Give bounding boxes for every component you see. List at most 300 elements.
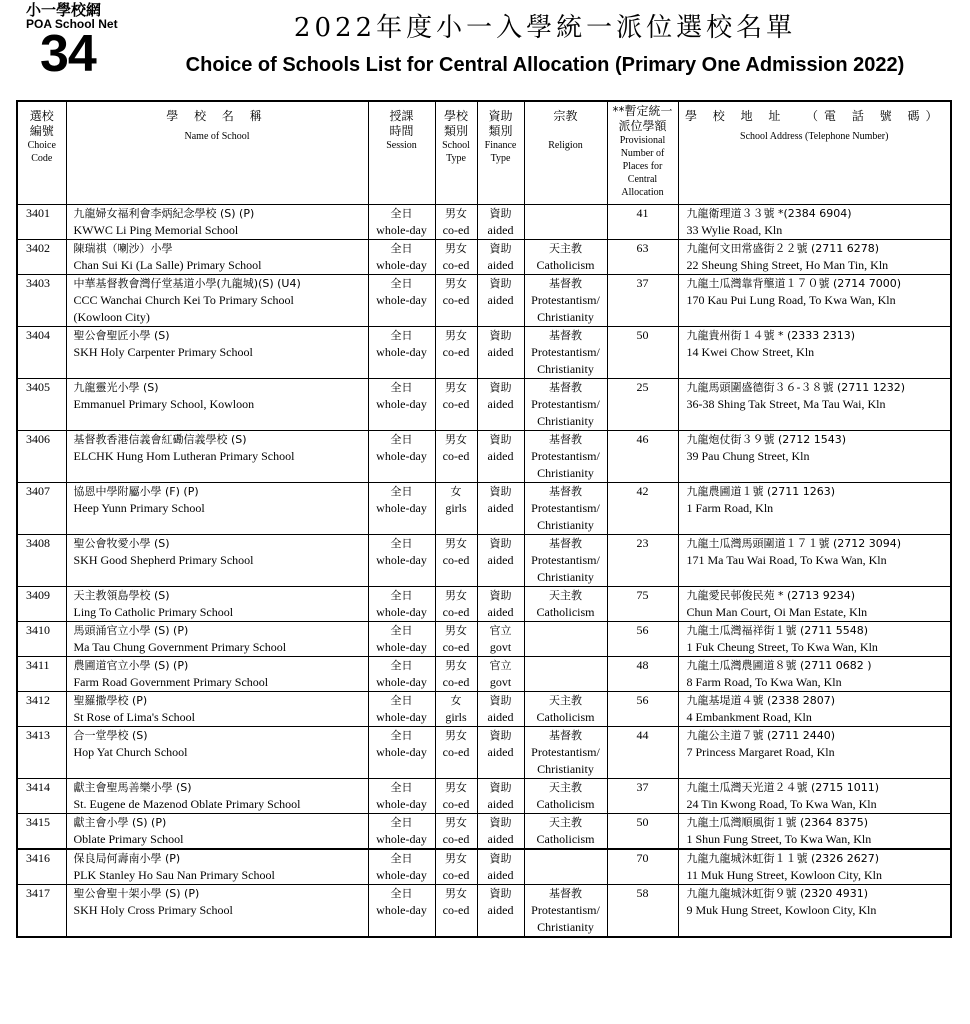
school-name-en: Ma Tau Chung Government Primary School — [73, 639, 287, 654]
page-title-en: Choice of Schools List for Central Allocation (Primary One Admission 2022) — [185, 54, 905, 76]
school-name-zh: 獻主會小學 (S) (P) — [73, 815, 167, 829]
religion-cell — [524, 534, 607, 586]
school-name-cell — [66, 239, 368, 274]
choice-code: 3411 — [17, 656, 66, 691]
header-places: **暫定統一 派位學額 Provisional Number of Places for Central Allocation — [607, 101, 678, 204]
places-cell: 41 — [607, 204, 678, 239]
session-en: whole-day — [376, 292, 427, 307]
choice-code: 3401 — [17, 204, 66, 239]
school-type-en: co-ed — [442, 344, 470, 359]
address-cell — [678, 482, 951, 534]
school-type-en: co-ed — [442, 867, 470, 882]
address-cell — [678, 586, 951, 621]
header-session: 授課 時間 Session — [368, 101, 435, 204]
table-row — [17, 726, 951, 778]
school-name-cell — [66, 482, 368, 534]
address-zh: 九龍炮仗街３９號 (2712 1543) — [686, 432, 847, 446]
finance-type-zh: 資助 — [489, 536, 512, 550]
finance-type-zh: 資助 — [489, 484, 512, 498]
religion-en: Christianity — [537, 413, 594, 428]
religion-zh: 天主教 — [549, 693, 582, 707]
address-zh: 九龍土瓜灣靠背壟道１７０號 (2714 7000) — [686, 276, 902, 290]
table-row — [17, 430, 951, 482]
session-en: whole-day — [376, 831, 427, 846]
address-en: 9 Muk Hung Street, Kowloon City, Kln — [686, 902, 877, 917]
school-name-en: St Rose of Lima's School — [73, 709, 195, 724]
school-type-cell — [435, 849, 477, 885]
address-en: 14 Kwei Chow Street, Kln — [686, 344, 815, 359]
address-en: 8 Farm Road, To Kwa Wan, Kln — [686, 674, 842, 689]
finance-type-en: aided — [487, 796, 514, 811]
finance-type-zh: 資助 — [489, 241, 512, 255]
session-en: whole-day — [376, 867, 427, 882]
places-cell: 42 — [607, 482, 678, 534]
school-name-cell — [66, 204, 368, 239]
school-type-zh: 男女 — [445, 588, 467, 602]
session-en: whole-day — [376, 639, 427, 654]
places-cell: 56 — [607, 691, 678, 726]
address-zh: 九龍基堤道４號 (2338 2807) — [686, 693, 836, 707]
school-type-en: co-ed — [442, 639, 470, 654]
school-name-en: St. Eugene de Mazenod Oblate Primary School — [73, 796, 301, 811]
school-name-cell — [66, 534, 368, 586]
session-zh: 全日 — [390, 536, 413, 550]
address-cell — [678, 884, 951, 937]
finance-type-en: aided — [487, 344, 514, 359]
religion-cell — [524, 813, 607, 849]
school-type-zh: 男女 — [445, 206, 467, 220]
finance-type-cell — [477, 482, 524, 534]
choice-code: 3413 — [17, 726, 66, 778]
finance-type-cell — [477, 274, 524, 326]
school-type-en: girls — [445, 709, 467, 724]
religion-cell — [524, 778, 607, 813]
finance-type-cell — [477, 239, 524, 274]
places-cell: 25 — [607, 378, 678, 430]
session-cell — [368, 482, 435, 534]
school-name-en: Hop Yat Church School — [73, 744, 188, 759]
session-cell — [368, 778, 435, 813]
finance-type-en: aided — [487, 448, 514, 463]
school-name-en-cont: (Kowloon City) — [73, 309, 150, 324]
session-zh: 全日 — [390, 276, 413, 290]
session-en: whole-day — [376, 344, 427, 359]
address-cell — [678, 813, 951, 849]
school-name-cell — [66, 274, 368, 326]
school-name-cell — [66, 778, 368, 813]
address-zh: 九龍土瓜灣福祥街１號 (2711 5548) — [686, 623, 869, 637]
school-type-cell — [435, 691, 477, 726]
finance-type-zh: 資助 — [489, 432, 512, 446]
school-name-zh: 天主教領島學校 (S) — [73, 588, 170, 602]
school-name-cell — [66, 621, 368, 656]
session-zh: 全日 — [390, 886, 413, 900]
school-type-cell — [435, 482, 477, 534]
places-cell: 70 — [607, 849, 678, 885]
finance-type-zh: 資助 — [489, 588, 512, 602]
header-row — [17, 101, 951, 204]
finance-type-cell — [477, 378, 524, 430]
address-en: Chun Man Court, Oi Man Estate, Kln — [686, 604, 868, 619]
address-cell — [678, 849, 951, 885]
address-en: 11 Muk Hung Street, Kowloon City, Kln — [686, 867, 882, 882]
school-type-zh: 男女 — [445, 728, 467, 742]
finance-type-en: govt — [489, 639, 512, 654]
session-en: whole-day — [376, 744, 427, 759]
address-zh: 九龍土瓜灣天光道２４號 (2715 1011) — [686, 780, 880, 794]
address-cell — [678, 274, 951, 326]
school-type-zh: 男女 — [445, 886, 467, 900]
religion-cell — [524, 586, 607, 621]
choice-code: 3402 — [17, 239, 66, 274]
religion-zh: 天主教 — [549, 780, 582, 794]
school-type-cell — [435, 656, 477, 691]
choice-code: 3417 — [17, 884, 66, 937]
finance-type-en: aided — [487, 709, 514, 724]
school-type-en: girls — [445, 500, 467, 515]
religion-en: Protestantism/ — [531, 448, 600, 463]
address-zh: 九龍衛理道３３號 *(2384 6904) — [686, 206, 852, 220]
school-name-zh: 獻主會聖馬善樂小學 (S) — [73, 780, 192, 794]
school-type-en: co-ed — [442, 796, 470, 811]
session-cell — [368, 813, 435, 849]
school-type-en: co-ed — [442, 222, 470, 237]
session-en: whole-day — [376, 396, 427, 411]
header-code: 選校 編號 Choice Code — [17, 101, 66, 204]
school-name-zh: 協恩中學附屬小學 (F) (P) — [73, 484, 199, 498]
religion-en: Protestantism/ — [531, 552, 600, 567]
finance-type-cell — [477, 778, 524, 813]
address-cell — [678, 204, 951, 239]
choice-code: 3410 — [17, 621, 66, 656]
address-en: 171 Ma Tau Wai Road, To Kwa Wan, Kln — [686, 552, 887, 567]
address-en: 170 Kau Pui Lung Road, To Kwa Wan, Kln — [686, 292, 896, 307]
address-en: 22 Sheung Shing Street, Ho Man Tin, Kln — [686, 257, 889, 272]
school-type-zh: 男女 — [445, 380, 467, 394]
school-type-en: co-ed — [442, 552, 470, 567]
session-en: whole-day — [376, 604, 427, 619]
finance-type-cell — [477, 326, 524, 378]
finance-type-zh: 資助 — [489, 728, 512, 742]
religion-cell — [524, 656, 607, 691]
address-zh: 九龍公主道７號 (2711 2440) — [686, 728, 836, 742]
school-name-en: Farm Road Government Primary School — [73, 674, 269, 689]
school-name-cell — [66, 430, 368, 482]
school-type-en: co-ed — [442, 396, 470, 411]
religion-cell — [524, 726, 607, 778]
school-list-table — [16, 100, 952, 938]
school-net-block — [22, 1, 144, 83]
religion-cell — [524, 691, 607, 726]
table-row — [17, 274, 951, 326]
address-en: 1 Fuk Cheung Street, To Kwa Wan, Kln — [686, 639, 878, 654]
session-zh: 全日 — [390, 780, 413, 794]
school-type-cell — [435, 378, 477, 430]
address-en: 39 Pau Chung Street, Kln — [686, 448, 810, 463]
session-cell — [368, 378, 435, 430]
places-cell: 75 — [607, 586, 678, 621]
finance-type-en: aided — [487, 604, 514, 619]
table-row — [17, 586, 951, 621]
school-type-zh: 男女 — [445, 780, 467, 794]
session-zh: 全日 — [390, 206, 413, 220]
school-name-zh: 九龍靈光小學 (S) — [73, 380, 159, 394]
finance-type-cell — [477, 656, 524, 691]
school-name-cell — [66, 884, 368, 937]
religion-en: Protestantism/ — [531, 500, 600, 515]
religion-en: Protestantism/ — [531, 744, 600, 759]
table-row — [17, 691, 951, 726]
school-type-zh: 女 — [450, 484, 462, 498]
finance-type-cell — [477, 726, 524, 778]
religion-en: Christianity — [537, 761, 594, 776]
session-cell — [368, 239, 435, 274]
finance-type-cell — [477, 534, 524, 586]
religion-cell — [524, 326, 607, 378]
session-cell — [368, 274, 435, 326]
header-school-type: 學校 類別 School Type — [435, 101, 477, 204]
table-row — [17, 378, 951, 430]
religion-zh: 天主教 — [549, 241, 582, 255]
school-type-cell — [435, 534, 477, 586]
session-cell — [368, 204, 435, 239]
school-type-zh: 男女 — [445, 432, 467, 446]
places-cell: 63 — [607, 239, 678, 274]
school-type-zh: 男女 — [445, 276, 467, 290]
choice-code: 3414 — [17, 778, 66, 813]
session-cell — [368, 691, 435, 726]
religion-en: Protestantism/ — [531, 902, 600, 917]
religion-zh: 基督教 — [549, 432, 582, 446]
session-zh: 全日 — [390, 623, 413, 637]
places-cell: 50 — [607, 813, 678, 849]
session-en: whole-day — [376, 448, 427, 463]
session-en: whole-day — [376, 796, 427, 811]
finance-type-en: aided — [487, 902, 514, 917]
address-en: 33 Wylie Road, Kln — [686, 222, 783, 237]
session-cell — [368, 430, 435, 482]
finance-type-en: aided — [487, 396, 514, 411]
finance-type-zh: 官立 — [489, 658, 512, 672]
school-name-zh: 聖公會聖匠小學 (S) — [73, 328, 170, 342]
table-row — [17, 849, 951, 885]
table-row — [17, 482, 951, 534]
address-cell — [678, 656, 951, 691]
religion-en: Protestantism/ — [531, 344, 600, 359]
session-en: whole-day — [376, 222, 427, 237]
address-cell — [678, 378, 951, 430]
address-cell — [678, 326, 951, 378]
session-zh: 全日 — [390, 484, 413, 498]
school-type-zh: 男女 — [445, 851, 467, 865]
finance-type-zh: 資助 — [489, 276, 512, 290]
session-zh: 全日 — [390, 328, 413, 342]
choice-code: 3415 — [17, 813, 66, 849]
session-zh: 全日 — [390, 380, 413, 394]
session-zh: 全日 — [390, 432, 413, 446]
table-row — [17, 884, 951, 937]
places-cell: 50 — [607, 326, 678, 378]
school-name-zh: 九龍婦女福利會李炳紀念學校 (S) (P) — [73, 206, 255, 220]
table-row — [17, 621, 951, 656]
religion-en: Christianity — [537, 309, 594, 324]
choice-code: 3407 — [17, 482, 66, 534]
address-cell — [678, 726, 951, 778]
address-zh: 九龍愛民邨俊民苑 * (2713 9234) — [686, 588, 856, 602]
school-name-zh: 馬頭涌官立小學 (S) (P) — [73, 623, 189, 637]
header-finance-type: 資助 類別 Finance Type — [477, 101, 524, 204]
religion-zh: 基督教 — [549, 328, 582, 342]
religion-cell — [524, 239, 607, 274]
religion-zh: 基督教 — [549, 484, 582, 498]
school-type-cell — [435, 778, 477, 813]
school-type-cell — [435, 586, 477, 621]
finance-type-cell — [477, 884, 524, 937]
finance-type-cell — [477, 586, 524, 621]
table-row — [17, 326, 951, 378]
finance-type-cell — [477, 621, 524, 656]
religion-en: Christianity — [537, 361, 594, 376]
table-row — [17, 239, 951, 274]
finance-type-zh: 資助 — [489, 206, 512, 220]
school-name-cell — [66, 378, 368, 430]
choice-code: 3412 — [17, 691, 66, 726]
school-type-cell — [435, 726, 477, 778]
school-name-cell — [66, 849, 368, 885]
school-type-en: co-ed — [442, 604, 470, 619]
school-type-zh: 男女 — [445, 241, 467, 255]
school-net-number: 34 — [40, 25, 96, 83]
school-type-cell — [435, 813, 477, 849]
session-zh: 全日 — [390, 588, 413, 602]
school-name-zh: 聖公會牧愛小學 (S) — [73, 536, 170, 550]
school-type-zh: 男女 — [445, 815, 467, 829]
address-en: 7 Princess Margaret Road, Kln — [686, 744, 835, 759]
school-name-en: Chan Sui Ki (La Salle) Primary School — [73, 257, 262, 272]
session-zh: 全日 — [390, 658, 413, 672]
school-name-cell — [66, 726, 368, 778]
school-name-cell — [66, 813, 368, 849]
finance-type-zh: 官立 — [489, 623, 512, 637]
finance-type-cell — [477, 691, 524, 726]
finance-type-zh: 資助 — [489, 780, 512, 794]
finance-type-en: aided — [487, 222, 514, 237]
address-zh: 九龍土瓜灣農圃道８號 (2711 0682 ) — [686, 658, 872, 672]
school-name-en: SKH Holy Cross Primary School — [73, 902, 233, 917]
school-type-zh: 女 — [450, 693, 462, 707]
religion-cell — [524, 274, 607, 326]
religion-en: Christianity — [537, 569, 594, 584]
session-cell — [368, 534, 435, 586]
address-cell — [678, 239, 951, 274]
choice-code: 3408 — [17, 534, 66, 586]
school-name-zh: 合一堂學校 (S) — [73, 728, 148, 742]
school-type-cell — [435, 204, 477, 239]
choice-code: 3409 — [17, 586, 66, 621]
session-cell — [368, 586, 435, 621]
religion-cell — [524, 378, 607, 430]
session-zh: 全日 — [390, 693, 413, 707]
school-name-zh: 陳瑞祺（喇沙）小學 — [73, 241, 173, 255]
session-zh: 全日 — [390, 815, 413, 829]
address-zh: 九龍九龍城沐虹街９號 (2320 4931) — [686, 886, 869, 900]
address-en: 36-38 Shing Tak Street, Ma Tau Wai, Kln — [686, 396, 886, 411]
session-en: whole-day — [376, 674, 427, 689]
finance-type-zh: 資助 — [489, 693, 512, 707]
places-cell: 48 — [607, 656, 678, 691]
school-type-zh: 男女 — [445, 658, 467, 672]
finance-type-zh: 資助 — [489, 851, 512, 865]
address-en: 1 Shun Fung Street, To Kwa Wan, Kln — [686, 831, 872, 846]
religion-en: Catholicism — [536, 796, 595, 811]
school-name-en: SKH Holy Carpenter Primary School — [73, 344, 253, 359]
school-type-en: co-ed — [442, 448, 470, 463]
finance-type-en: aided — [487, 292, 514, 307]
school-name-en: Oblate Primary School — [73, 831, 184, 846]
header-religion: 宗教 Religion — [524, 101, 607, 204]
school-name-zh: 聖羅撒學校 (P) — [73, 693, 148, 707]
school-name-en: ELCHK Hung Hom Lutheran Primary School — [73, 448, 295, 463]
places-cell: 58 — [607, 884, 678, 937]
religion-zh: 基督教 — [549, 728, 582, 742]
religion-en: Catholicism — [536, 831, 595, 846]
address-cell — [678, 534, 951, 586]
address-cell — [678, 778, 951, 813]
religion-zh: 基督教 — [549, 380, 582, 394]
session-cell — [368, 621, 435, 656]
places-cell: 44 — [607, 726, 678, 778]
religion-zh: 天主教 — [549, 588, 582, 602]
session-cell — [368, 849, 435, 885]
school-name-zh: 農圃道官立小學 (S) (P) — [73, 658, 189, 672]
finance-type-en: aided — [487, 831, 514, 846]
religion-cell — [524, 621, 607, 656]
session-en: whole-day — [376, 709, 427, 724]
table-row — [17, 534, 951, 586]
choice-code: 3403 — [17, 274, 66, 326]
table-row — [17, 204, 951, 239]
finance-type-en: govt — [489, 674, 512, 689]
school-net-label-en: POA School Net — [26, 17, 118, 31]
finance-type-zh: 資助 — [489, 380, 512, 394]
school-name-cell — [66, 656, 368, 691]
finance-type-cell — [477, 204, 524, 239]
school-type-en: co-ed — [442, 292, 470, 307]
school-type-cell — [435, 884, 477, 937]
places-cell: 37 — [607, 274, 678, 326]
places-cell: 23 — [607, 534, 678, 586]
choice-code: 3406 — [17, 430, 66, 482]
session-en: whole-day — [376, 257, 427, 272]
places-cell: 37 — [607, 778, 678, 813]
address-zh: 九龍土瓜灣馬頭圍道１７１號 (2712 3094) — [686, 536, 902, 550]
address-cell — [678, 621, 951, 656]
school-name-cell — [66, 326, 368, 378]
religion-en: Christianity — [537, 919, 594, 934]
finance-type-en: aided — [487, 257, 514, 272]
address-zh: 九龍貴州街１４號 * (2333 2313) — [686, 328, 856, 342]
religion-zh: 基督教 — [549, 536, 582, 550]
session-cell — [368, 326, 435, 378]
session-en: whole-day — [376, 552, 427, 567]
table-row — [17, 656, 951, 691]
school-name-en: Emmanuel Primary School, Kowloon — [73, 396, 255, 411]
school-type-cell — [435, 239, 477, 274]
finance-type-en: aided — [487, 744, 514, 759]
school-type-en: co-ed — [442, 831, 470, 846]
choice-code: 3404 — [17, 326, 66, 378]
school-name-cell — [66, 586, 368, 621]
